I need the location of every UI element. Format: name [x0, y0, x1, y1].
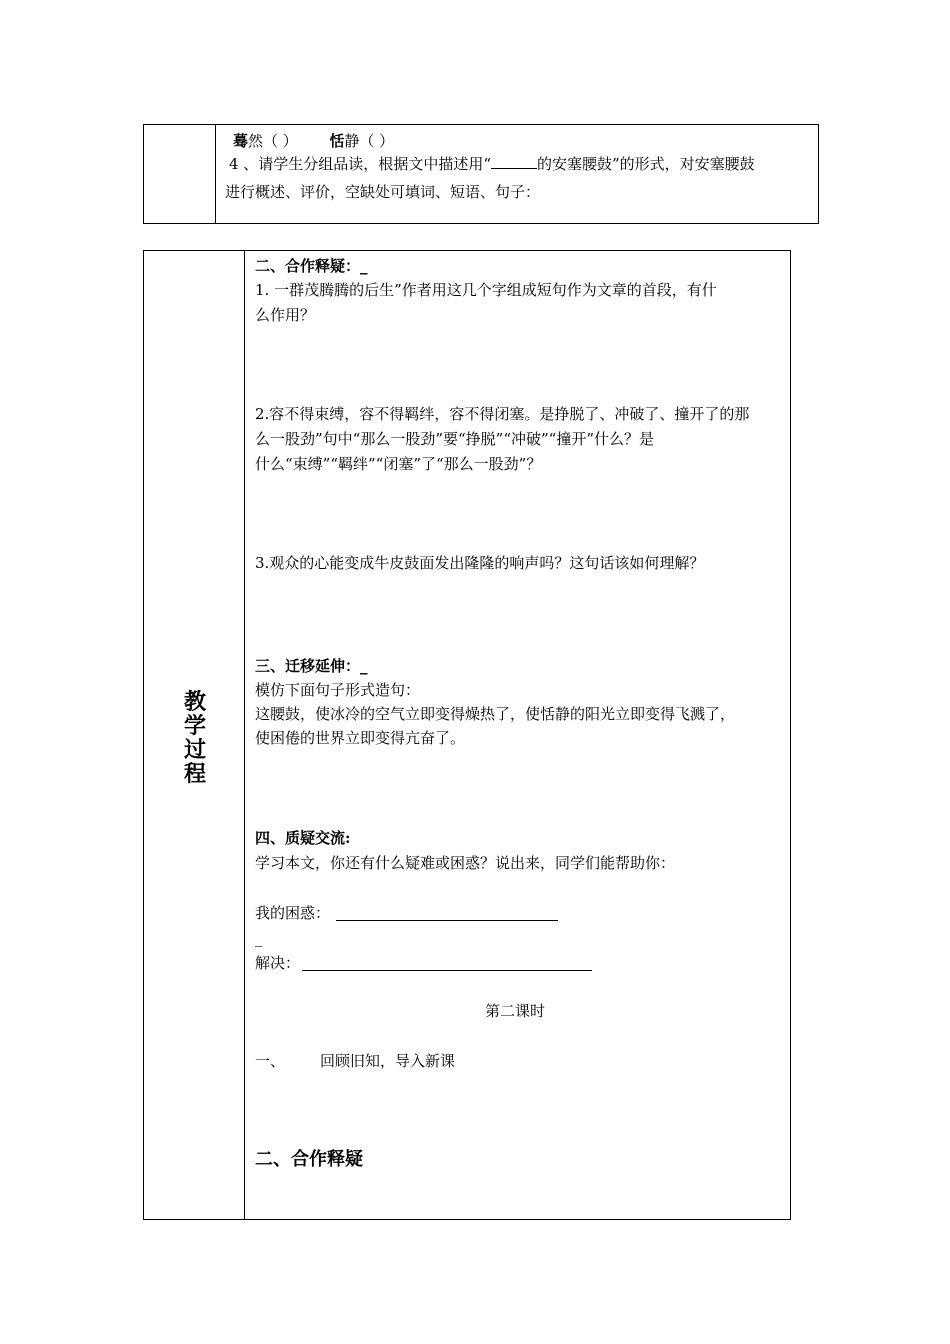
question2-line3: 什么“束缚”“羁绊”“闭塞”了“那么一股劲”？	[255, 455, 542, 473]
question3-line1: 3.观众的心能变成牛皮鼓面发出隆隆的响声吗？这句话该如何理解？	[255, 554, 705, 572]
question4-suffix: 的安塞腰鼓”的形式，对安塞腰鼓	[536, 155, 755, 173]
confusion-label: 我的困惑：	[255, 904, 331, 922]
stray-mark: _	[255, 929, 263, 947]
vocab-word1-bold: 蓦	[233, 132, 249, 150]
question4-prefix: 4 、请学生分组品读，根据文中描述用“	[229, 155, 491, 173]
column-divider	[244, 251, 245, 1219]
vocab-word1-rest: 然（ ）	[248, 132, 298, 150]
column-divider	[215, 125, 216, 223]
section3-heading: 三、迁移延伸：_	[255, 657, 368, 675]
section2-heading: 二、合作释疑：_	[255, 257, 368, 275]
solution-answer-line	[302, 953, 592, 971]
confusion-answer-line	[336, 903, 558, 921]
question2-line2: 么一股劲”句中“那么一股劲”要“挣脱”“冲破”“撞开”什么？是	[255, 430, 655, 448]
section3-line1: 模仿下面句子形式造句：	[255, 681, 421, 699]
cooperation-heading: 二、合作释疑	[255, 1149, 363, 1170]
section3-line2: 这腰鼓，使冰冷的空气立即变得燥热了，使恬静的阳光立即变得飞溅了，	[255, 705, 736, 723]
label-char: 程	[184, 762, 207, 787]
review-number: 一、	[255, 1052, 286, 1070]
solution-label: 解决：	[255, 954, 301, 972]
section3-line3: 使困倦的世界立即变得亢奋了。	[255, 729, 466, 747]
review-text: 回顾旧知，导入新课	[320, 1052, 456, 1070]
question2-line1: 2.容不得束缚，容不得羁绊，容不得闭塞。是挣脱了、冲破了、撞开了的那	[255, 405, 750, 423]
label-char: 学	[184, 714, 207, 739]
question4-line2: 进行概述、评价，空缺处可填词、短语、句子：	[225, 183, 541, 201]
question1-line2: 么作用？	[255, 306, 316, 324]
lesson2-title: 第二课时	[485, 1002, 546, 1020]
vocab-row	[233, 131, 394, 151]
teaching-process-label	[184, 691, 206, 787]
teaching-process-table	[143, 250, 791, 1220]
vocab-word2-bold: 恬	[329, 132, 345, 150]
vocab-word2-rest: 静（ ）	[344, 132, 395, 150]
section4-line1: 学习本文，你还有什么疑难或困惑？说出来，同学们能帮助你：	[255, 854, 676, 872]
fill-blank	[491, 154, 537, 169]
question1-line1: 1. 一群茂腾腾的后生”作者用这几个字组成短句作为文章的首段，有什	[255, 281, 717, 299]
section4-heading: 四、质疑交流:	[255, 829, 351, 847]
top-table	[143, 124, 819, 224]
label-char: 过	[184, 738, 207, 763]
question4-line1	[229, 154, 755, 174]
label-char: 教	[184, 690, 207, 715]
